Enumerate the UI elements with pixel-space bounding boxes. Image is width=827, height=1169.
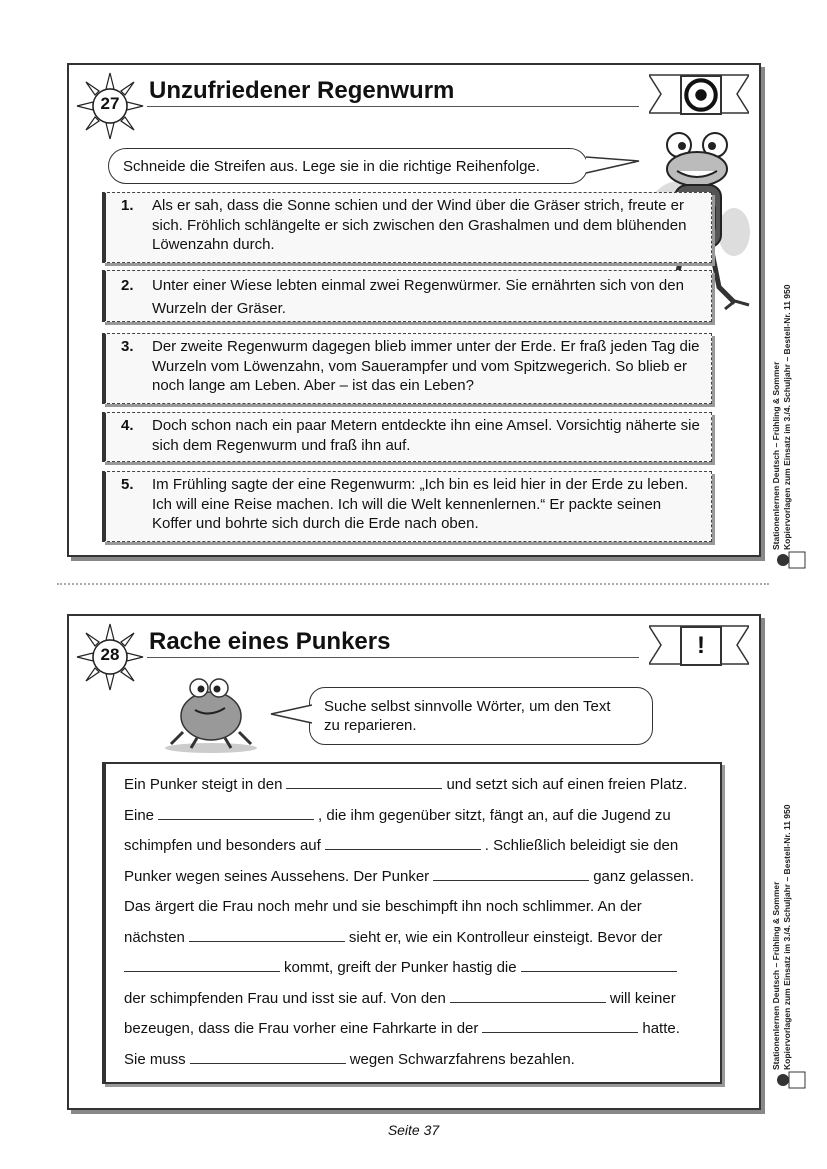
cloze-text: sieht er, wie ein Kontrolleur einsteigt. Bevor der bbox=[348, 928, 663, 946]
sidebar-line-1: Stationenlernen Deutsch – Frühling & Sommer bbox=[771, 881, 781, 1070]
cloze-line-3 bbox=[124, 831, 710, 862]
story-strip-4[interactable] bbox=[102, 412, 712, 462]
cloze-text: ganz gelassen. bbox=[593, 867, 695, 885]
cloze-line-4 bbox=[124, 862, 710, 893]
strip-number: 5. bbox=[121, 476, 134, 493]
exercise-title: Rache eines Punkers bbox=[149, 628, 391, 655]
cloze-text: nächsten bbox=[124, 928, 185, 946]
cloze-text: der schimpfenden Frau und isst sie auf. Von den bbox=[124, 989, 446, 1007]
instruction-text-line1: Suche selbst sinnvolle Wörter, um den Text bbox=[324, 698, 611, 715]
sidebar-line-2: Kopiervorlagen zum Einsatz im 3./4. Schuljahr – Bestell-Nr. 11 950 bbox=[782, 284, 792, 550]
strip-text: Im Frühling sagte der eine Regenwurm: „Ich bin es leid hier in der Erde zu leben. Ich will eine Reise machen. Ich will die Welt kennenlernen.“ Er packte seinen Koffer und bohrte sich durch die Erde nach oben. bbox=[152, 476, 689, 532]
cloze-text: und setzt sich auf einen freien Platz. bbox=[446, 776, 688, 793]
blank-input[interactable] bbox=[158, 805, 314, 820]
ribbon-banner bbox=[649, 622, 749, 668]
strip-number: 3. bbox=[121, 338, 134, 355]
exercise-card-27 bbox=[67, 63, 761, 557]
cloze-line-6 bbox=[124, 923, 710, 954]
bubble-pointer bbox=[585, 153, 641, 177]
cloze-text: kommt, greift der Punker hastig die bbox=[284, 959, 517, 976]
blank-input[interactable] bbox=[124, 957, 280, 972]
cloze-text: hatte. bbox=[642, 1020, 680, 1037]
ribbon-banner bbox=[649, 71, 749, 117]
exercise-title: Unzufriedener Regenwurm bbox=[149, 77, 455, 104]
story-strip-3[interactable] bbox=[102, 333, 712, 404]
cloze-text: wegen Schwarzfahrens bezahlen. bbox=[349, 1050, 575, 1068]
cloze-text: Das ärgert die Frau noch mehr und sie beschimpft ihn noch schlimmer. An der bbox=[124, 898, 642, 915]
publisher-logo-icon bbox=[775, 1068, 807, 1092]
story-strip-1[interactable] bbox=[102, 192, 712, 263]
exclamation-icon: ! bbox=[680, 626, 722, 666]
strip-text: Als er sah, dass die Sonne schien und der Wind über die Gräser strich, freute er sich. Fröhlich schlängelte er sich zwischen den Grashalmen und dem blühenden Löwenzahn durch. bbox=[152, 197, 687, 253]
cloze-text: Punker wegen seines Aussehens. Der Punker bbox=[124, 867, 430, 885]
blank-input[interactable] bbox=[325, 835, 481, 850]
cloze-text: Sie muss bbox=[124, 1050, 186, 1068]
instruction-text-line2: zu reparieren. bbox=[324, 717, 417, 734]
instruction-bubble bbox=[108, 148, 588, 184]
blank-input[interactable] bbox=[190, 1049, 346, 1064]
strip-text: Der zweite Regenwurm dagegen blieb immer unter der Erde. Er fraß jeden Tag die Wurzeln vom Löwenzahn, vom Sauerampfer und vom Spitzwegerich. So blieb er noch lange am Leben. Aber – ist das ein Leben? bbox=[152, 338, 700, 394]
blank-input[interactable] bbox=[286, 774, 442, 789]
sidebar-text bbox=[771, 710, 793, 1070]
blank-input[interactable] bbox=[450, 988, 606, 1003]
cloze-line-7 bbox=[124, 953, 710, 984]
strip-text: Doch schon nach ein paar Metern entdeckte ihn eine Amsel. Vorsichtig näherte sie sich dem Regenwurm und fraß ihn auf. bbox=[152, 417, 700, 454]
cloze-text-box bbox=[102, 762, 722, 1084]
cloze-text: . Schließlich beleidigt sie den bbox=[484, 837, 679, 854]
strip-number: 1. bbox=[121, 197, 134, 214]
sidebar-line-2: Kopiervorlagen zum Einsatz im 3./4. Schuljahr – Bestell-Nr. 11 950 bbox=[782, 804, 792, 1070]
exercise-number: 27 bbox=[100, 94, 120, 113]
title-underline bbox=[147, 106, 639, 107]
strip-text: Unter einer Wiese lebten einmal zwei Regenwürmer. Sie ernährten sich von den Wurzeln der Gräser. bbox=[152, 277, 684, 317]
cloze-line-5 bbox=[124, 892, 710, 923]
strip-number: 2. bbox=[121, 277, 134, 294]
publisher-sidebar-bottom bbox=[771, 710, 811, 1070]
cloze-line-1 bbox=[124, 770, 710, 801]
blank-input[interactable] bbox=[482, 1018, 638, 1033]
page-number: Seite 37 bbox=[387, 1122, 440, 1138]
strip-number: 4. bbox=[121, 417, 134, 434]
blank-input[interactable] bbox=[433, 866, 589, 881]
target-icon bbox=[680, 75, 722, 115]
cloze-text: Ein Punker steigt in den bbox=[124, 776, 283, 793]
cloze-line-10 bbox=[124, 1045, 710, 1076]
exercise-number: 28 bbox=[100, 645, 120, 664]
cloze-text: bezeugen, dass die Frau vorher eine Fahrkarte in der bbox=[124, 1020, 479, 1037]
cloze-line-2 bbox=[124, 801, 710, 832]
exercise-card-28 bbox=[67, 614, 761, 1110]
cloze-text: schimpfen und besonders auf bbox=[124, 837, 321, 854]
story-strip-5[interactable] bbox=[102, 471, 712, 542]
title-underline bbox=[147, 657, 639, 658]
cut-separator bbox=[57, 583, 769, 585]
publisher-logo-icon bbox=[775, 548, 807, 572]
cloze-line-8 bbox=[124, 984, 710, 1015]
cloze-text: , die ihm gegenüber sitzt, fängt an, auf die Jugend zu bbox=[318, 806, 671, 824]
instruction-text: Schneide die Streifen aus. Lege sie in die richtige Reihenfolge. bbox=[123, 158, 540, 175]
story-strip-2[interactable] bbox=[102, 270, 712, 322]
sidebar-line-1: Stationenlernen Deutsch – Frühling & Sommer bbox=[771, 361, 781, 550]
frog-illustration-icon bbox=[161, 674, 261, 754]
sidebar-text bbox=[771, 190, 793, 550]
blank-input[interactable] bbox=[189, 927, 345, 942]
cloze-line-9 bbox=[124, 1014, 710, 1045]
instruction-bubble bbox=[309, 687, 653, 745]
publisher-sidebar-top bbox=[771, 190, 811, 550]
cloze-text: will keiner bbox=[609, 989, 676, 1007]
cloze-text: Eine bbox=[124, 806, 155, 824]
bubble-pointer bbox=[269, 702, 313, 726]
blank-input[interactable] bbox=[521, 957, 677, 972]
